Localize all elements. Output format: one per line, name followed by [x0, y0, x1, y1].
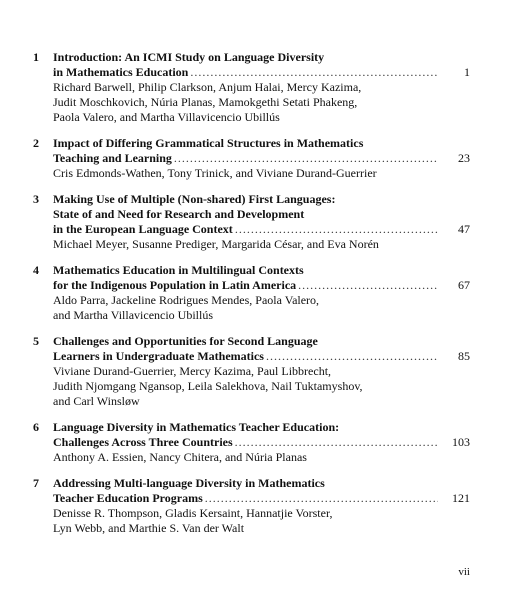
chapter-title-line: Teacher Education Programs: [53, 491, 203, 505]
entry-body: [53, 136, 470, 181]
author-line: and Martha Villavicencio Ubillús: [53, 308, 214, 322]
chapter-title-line: Mathematics Education in Multilingual Contexts: [53, 263, 304, 277]
chapter-title-last-line: [53, 278, 470, 293]
chapter-title-last-line: [53, 222, 470, 237]
table-of-contents: [33, 50, 470, 547]
author-line: Denisse R. Thompson, Gladis Kersaint, Hannatjie Vorster,: [53, 506, 333, 520]
entry-body: [53, 334, 470, 409]
chapter-number: 5: [33, 334, 39, 348]
chapter-title-line: Language Diversity in Mathematics Teacher Education:: [53, 420, 340, 434]
chapter-title-line: Introduction: An ICMI Study on Language Diversity: [53, 50, 325, 64]
chapter-title-line: for the Indigenous Population in Latin America: [53, 278, 297, 292]
author-line: Richard Barwell, Philip Clarkson, Anjum Halai, Mercy Kazima,: [53, 80, 362, 94]
chapter-number: 2: [33, 136, 39, 150]
author-line: Lyn Webb, and Marthie S. Van der Walt: [53, 521, 245, 535]
author-line: Anthony A. Essien, Nancy Chitera, and Núria Planas: [53, 450, 307, 464]
page-number: 103: [452, 435, 470, 449]
page-number: 121: [452, 491, 470, 505]
chapter-number: 1: [33, 50, 39, 64]
author-line: Judith Njomgang Ngansop, Leila Salekhova, Nail Tuktamyshov,: [53, 379, 363, 393]
entry-body: [53, 192, 470, 252]
chapter-number: 3: [33, 192, 39, 206]
page-number: 67: [458, 278, 470, 292]
entry-body: [53, 420, 470, 465]
chapter-title-last-line: [53, 65, 470, 80]
dot-leader: [174, 151, 438, 166]
toc-entry[interactable]: [33, 136, 470, 181]
chapter-title-line: Making Use of Multiple (Non-shared) First Languages:: [53, 192, 336, 206]
chapter-title-line: Impact of Differing Grammatical Structures in Mathematics: [53, 136, 364, 150]
entry-body: [53, 263, 470, 323]
page-number: 47: [458, 222, 470, 236]
toc-entry[interactable]: [33, 420, 470, 465]
author-line: Aldo Parra, Jackeline Rodrigues Mendes, Paola Valero,: [53, 293, 320, 307]
entry-body: [53, 50, 470, 125]
chapter-title-line: in Mathematics Education: [53, 65, 189, 79]
toc-entry[interactable]: [33, 476, 470, 536]
chapter-number: 7: [33, 476, 39, 490]
dot-leader: [190, 65, 438, 80]
page-number: 85: [458, 349, 470, 363]
chapter-title-last-line: [53, 491, 470, 506]
author-line: and Carl Winsløw: [53, 394, 140, 408]
page-number: 1: [464, 65, 470, 79]
chapter-number: 6: [33, 420, 39, 434]
chapter-number: 4: [33, 263, 39, 277]
author-line: Viviane Durand-Guerrier, Mercy Kazima, Paul Libbrecht,: [53, 364, 332, 378]
chapter-title-last-line: [53, 151, 470, 166]
toc-entry[interactable]: [33, 192, 470, 252]
toc-entry[interactable]: [33, 263, 470, 323]
author-line: Paola Valero, and Martha Villavicencio Ubillús: [53, 110, 280, 124]
toc-entry[interactable]: [33, 50, 470, 125]
page-number: 23: [458, 151, 470, 165]
dot-leader: [205, 491, 438, 506]
dot-leader: [266, 349, 438, 364]
chapter-title-line: Challenges Across Three Countries: [53, 435, 233, 449]
chapter-title-line: in the European Language Context: [53, 222, 233, 236]
entry-body: [53, 476, 470, 536]
chapter-title-line: Challenges and Opportunities for Second Language: [53, 334, 318, 348]
chapter-title-line: State of and Need for Research and Development: [53, 207, 305, 221]
page-folio: vii: [458, 566, 470, 578]
author-line: Cris Edmonds-Wathen, Tony Trinick, and Viviane Durand-Guerrier: [53, 166, 377, 180]
chapter-title-line: Teaching and Learning: [53, 151, 172, 165]
chapter-title-line: Addressing Multi-language Diversity in Mathematics: [53, 476, 325, 490]
chapter-title-line: Learners in Undergraduate Mathematics: [53, 349, 264, 363]
dot-leader: [298, 278, 438, 293]
chapter-title-last-line: [53, 435, 470, 450]
toc-entry[interactable]: [33, 334, 470, 409]
dot-leader: [235, 435, 438, 450]
author-line: Michael Meyer, Susanne Prediger, Margarida César, and Eva Norén: [53, 237, 379, 251]
chapter-title-last-line: [53, 349, 470, 364]
author-line: Judit Moschkovich, Núria Planas, Mamokgethi Setati Phakeng,: [53, 95, 358, 109]
dot-leader: [235, 222, 438, 237]
